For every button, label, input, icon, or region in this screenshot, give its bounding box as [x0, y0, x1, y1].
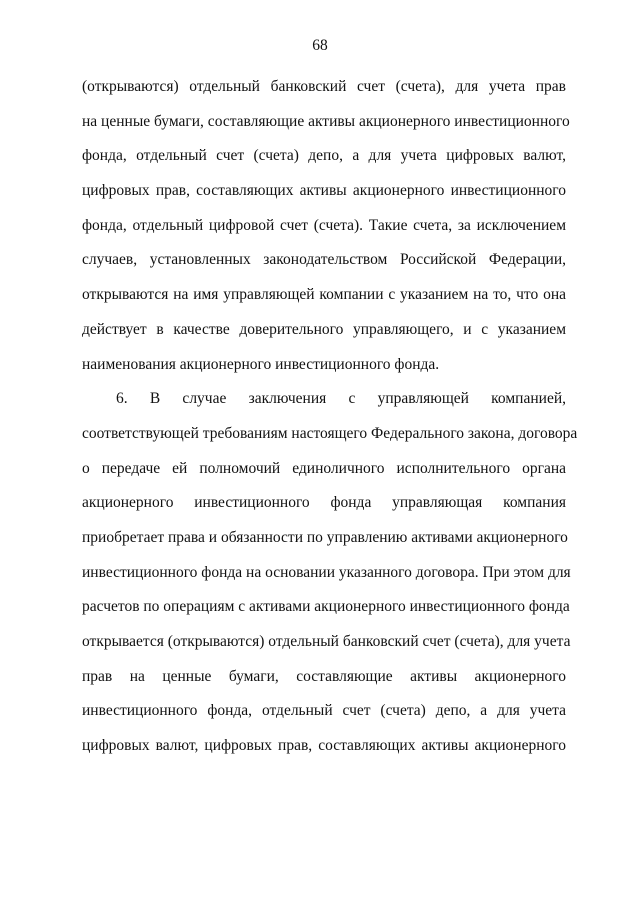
- text-line: открываются на имя управляющей компании с указанием на то, что она: [82, 286, 566, 304]
- text-line: наименования акционерного инвестиционного фонда.: [82, 355, 440, 373]
- text-line: инвестиционного фонда, отдельный счет (счета) депо, а для учета: [82, 702, 566, 720]
- text-line: о передаче ей полномочий единоличного исполнительного органа: [82, 459, 566, 477]
- text-line: акционерного инвестиционного фонда управляющая компания: [82, 494, 566, 512]
- text-line: случаев, установленных законодательством Российской Федерации,: [82, 251, 566, 269]
- text-line: (открываются) отдельный банковский счет (счета), для учета прав: [82, 78, 566, 95]
- text-line: приобретает права и обязанности по управлению активами акционерного: [82, 528, 568, 546]
- page-number: 68: [312, 37, 328, 54]
- text-line: на ценные бумаги, составляющие активы акционерного инвестиционного: [82, 112, 570, 130]
- text-line: инвестиционного фонда на основании указанного договора. При этом для: [82, 563, 571, 581]
- text-line: соответствующей требованиям настоящего Федерального закона, договора: [82, 424, 578, 442]
- text-line: прав на ценные бумаги, составляющие активы акционерного: [82, 667, 566, 685]
- text-line: фонда, отдельный счет (счета) депо, а для учета цифровых валют,: [82, 147, 566, 165]
- text-line: цифровых прав, составляющих активы акционерного инвестиционного: [82, 182, 566, 200]
- text-line: действует в качестве доверительного управляющего, и с указанием: [82, 320, 566, 338]
- paragraph-start-line: 6. В случае заключения с управляющей компанией,: [116, 390, 566, 408]
- text-line: фонда, отдельный цифровой счет (счета). Такие счета, за исключением: [82, 216, 566, 234]
- text-line: цифровых валют, цифровых прав, составляющих активы акционерного: [82, 737, 566, 755]
- text-line: открывается (открываются) отдельный банковский счет (счета), для учета: [82, 633, 571, 650]
- text-line: расчетов по операциям с активами акционерного инвестиционного фонда: [82, 598, 570, 616]
- document-body: [82, 70, 578, 764]
